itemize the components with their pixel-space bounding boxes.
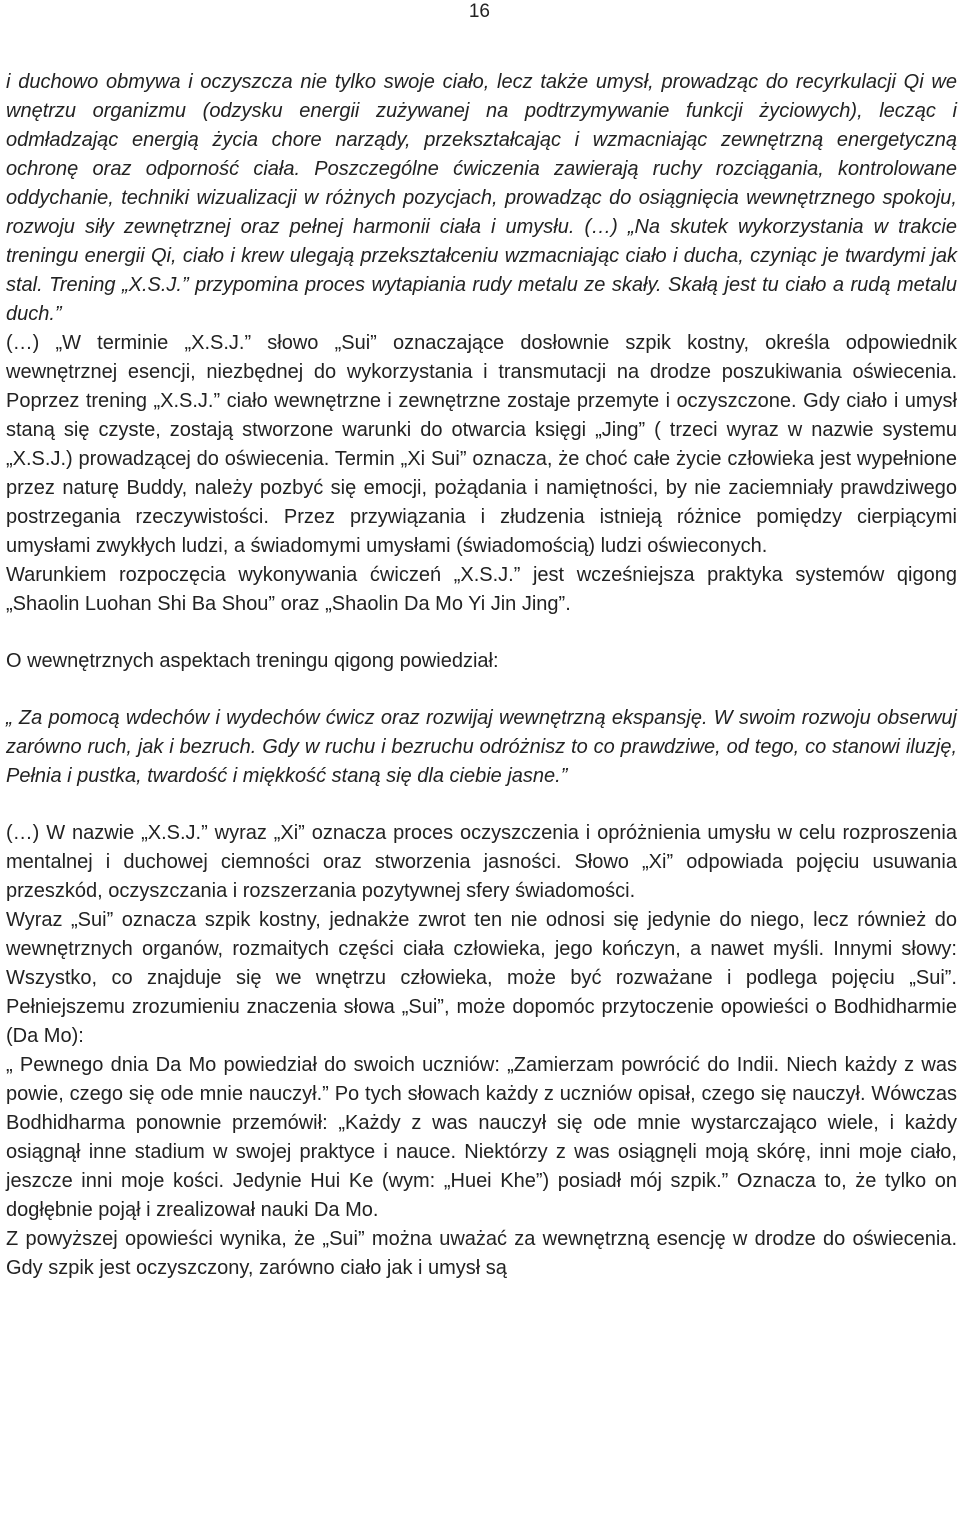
document-body	[6, 68, 957, 1283]
paragraph-5: (…) W nazwie „X.S.J.” wyraz „Xi” oznacza proces oczyszczenia i opróżnienia umysłu w celu rozproszenia mentalnej i duchowej ciemności oraz stworzenia jasności. Słowo „Xi” odpowiada pojęciu usuwania przeszkód, oczyszczania i rozszerzania pozytywnej sfery świadomości.	[6, 822, 957, 902]
quote-paragraph: „ Za pomocą wdechów i wydechów ćwicz oraz rozwijaj wewnętrzną ekspansję. W swoim rozwoju obserwuj zarówno ruch, jak i bezruch. Gdy w ruchu i bezruchu odróżnisz to co prawdziwe, od tego, co stanowi iluzję, Pełnia i pustka, twardość i miękkość staną się dla ciebie jasne.”	[6, 707, 957, 787]
spacer	[6, 619, 957, 647]
paragraph-8: Z powyższej opowieści wynika, że „Sui” można uważać za wewnętrzną esencję w drodze do oświecenia. Gdy szpik jest oczyszczony, zarówno ciało jak i umysł są	[6, 1228, 957, 1279]
paragraph-1: i duchowo obmywa i oczyszcza nie tylko swoje ciało, lecz także umysł, prowadząc do recyrkulacji Qi we wnętrzu organizmu (odzysku energii zużywanej na podtrzymywanie funkcji życiowych), lecząc i odmładzając energią życia chore narządy, przekształcając i wzmacniając zewnętrzną energetyczną ochronę oraz odporność ciała. Poszczególne ćwiczenia zawierają ruchy rozciągania, kontrolowane oddychanie, techniki wizualizacji w różnych pozycjach, prowadząc do osiągnięcia wewnętrznego spokoju, rozwoju siły zewnętrznej oraz pełnej harmonii ciała i umysłu. (…) „Na skutek wykorzystania w trakcie treningu energii Qi, ciało i krew ulegają przekształceniu wzmacniając ciało i ducha, czyniąc je twardymi jak stal. Trening „X.S.J.” przypomina proces wytapiania rudy metalu ze skały. Skałą jest tu ciało a rudą metalu duch.”	[6, 71, 957, 325]
paragraph-2: (…) „W terminie „X.S.J.” słowo „Sui” oznaczające dosłownie szpik kostny, określa odpowiednik wewnętrznej esencji, niezbędnej do wykorzystania i transmutacji na drodze poszukiwania oświecenia. Poprzez trening „X.S.J.” ciało wewnętrzne i zewnętrzne zostaje przemyte i oczyszczone. Gdy ciało i umysł staną się czyste, zostają stworzone warunki do otwarcia księgi „Jing” ( trzeci wyraz w nazwie systemu „X.S.J.) prowadzącej do oświecenia. Termin „Xi Sui” oznacza, że choć całe życie człowieka jest wypełnione przez naturę Buddy, należy pozbyć się emocji, pożądania i namiętności, by nie zaciemniały prawdziwego postrzegania rzeczywistości. Przez przywiązania i złudzenia istnieją różnice pomiędzy cierpiącymi umysłami zwykłych ludzi, a świadomymi umysłami (świadomością) ludzi oświeconych.	[6, 332, 957, 557]
paragraph-4: O wewnętrznych aspektach treningu qigong powiedział:	[6, 650, 499, 672]
paragraph-6: Wyraz „Sui” oznacza szpik kostny, jednakże zwrot ten nie odnosi się jedynie do niego, lecz również do wewnętrznych organów, rozmaitych części ciała człowieka, jego kończyn, a nawet myśli. Innymi słowy: Wszystko, co znajduje się we wnętrzu człowieka, może być rozważane i podlega pojęciu „Sui”. Pełniejszemu zrozumieniu znaczenia słowa „Sui”, może dopomóc przytoczenie opowieści o Bodhidharmie (Da Mo):	[6, 909, 957, 1047]
spacer	[6, 676, 957, 704]
spacer	[6, 791, 957, 819]
page-number: 16	[468, 1, 490, 22]
paragraph-7: „ Pewnego dnia Da Mo powiedział do swoich uczniów: „Zamierzam powrócić do Indii. Niech każdy z was powie, czego się ode mnie nauczył.” Po tych słowach każdy z uczniów opisał, czego się nauczył. Wówczas Bodhidharma ponownie przemówił: „Każdy z was nauczył się ode mnie wystarczająco wiele, i każdy osiągnął inne stadium w swojej praktyce i nauce. Niektórzy z was osiągnęli moją skórę, inni moje ciało, jeszcze inni moje kości. Jedynie Hui Ke (wym: „Huei Khe”) posiadł mój szpik.” Oznacza to, że tylko on dogłębnie pojął i zrealizował nauki Da Mo.	[6, 1054, 957, 1221]
paragraph-3: Warunkiem rozpoczęcia wykonywania ćwiczeń „X.S.J.” jest wcześniejsza praktyka systemów qigong „Shaolin Luohan Shi Ba Shou” oraz „Shaolin Da Mo Yi Jin Jing”.	[6, 564, 957, 615]
